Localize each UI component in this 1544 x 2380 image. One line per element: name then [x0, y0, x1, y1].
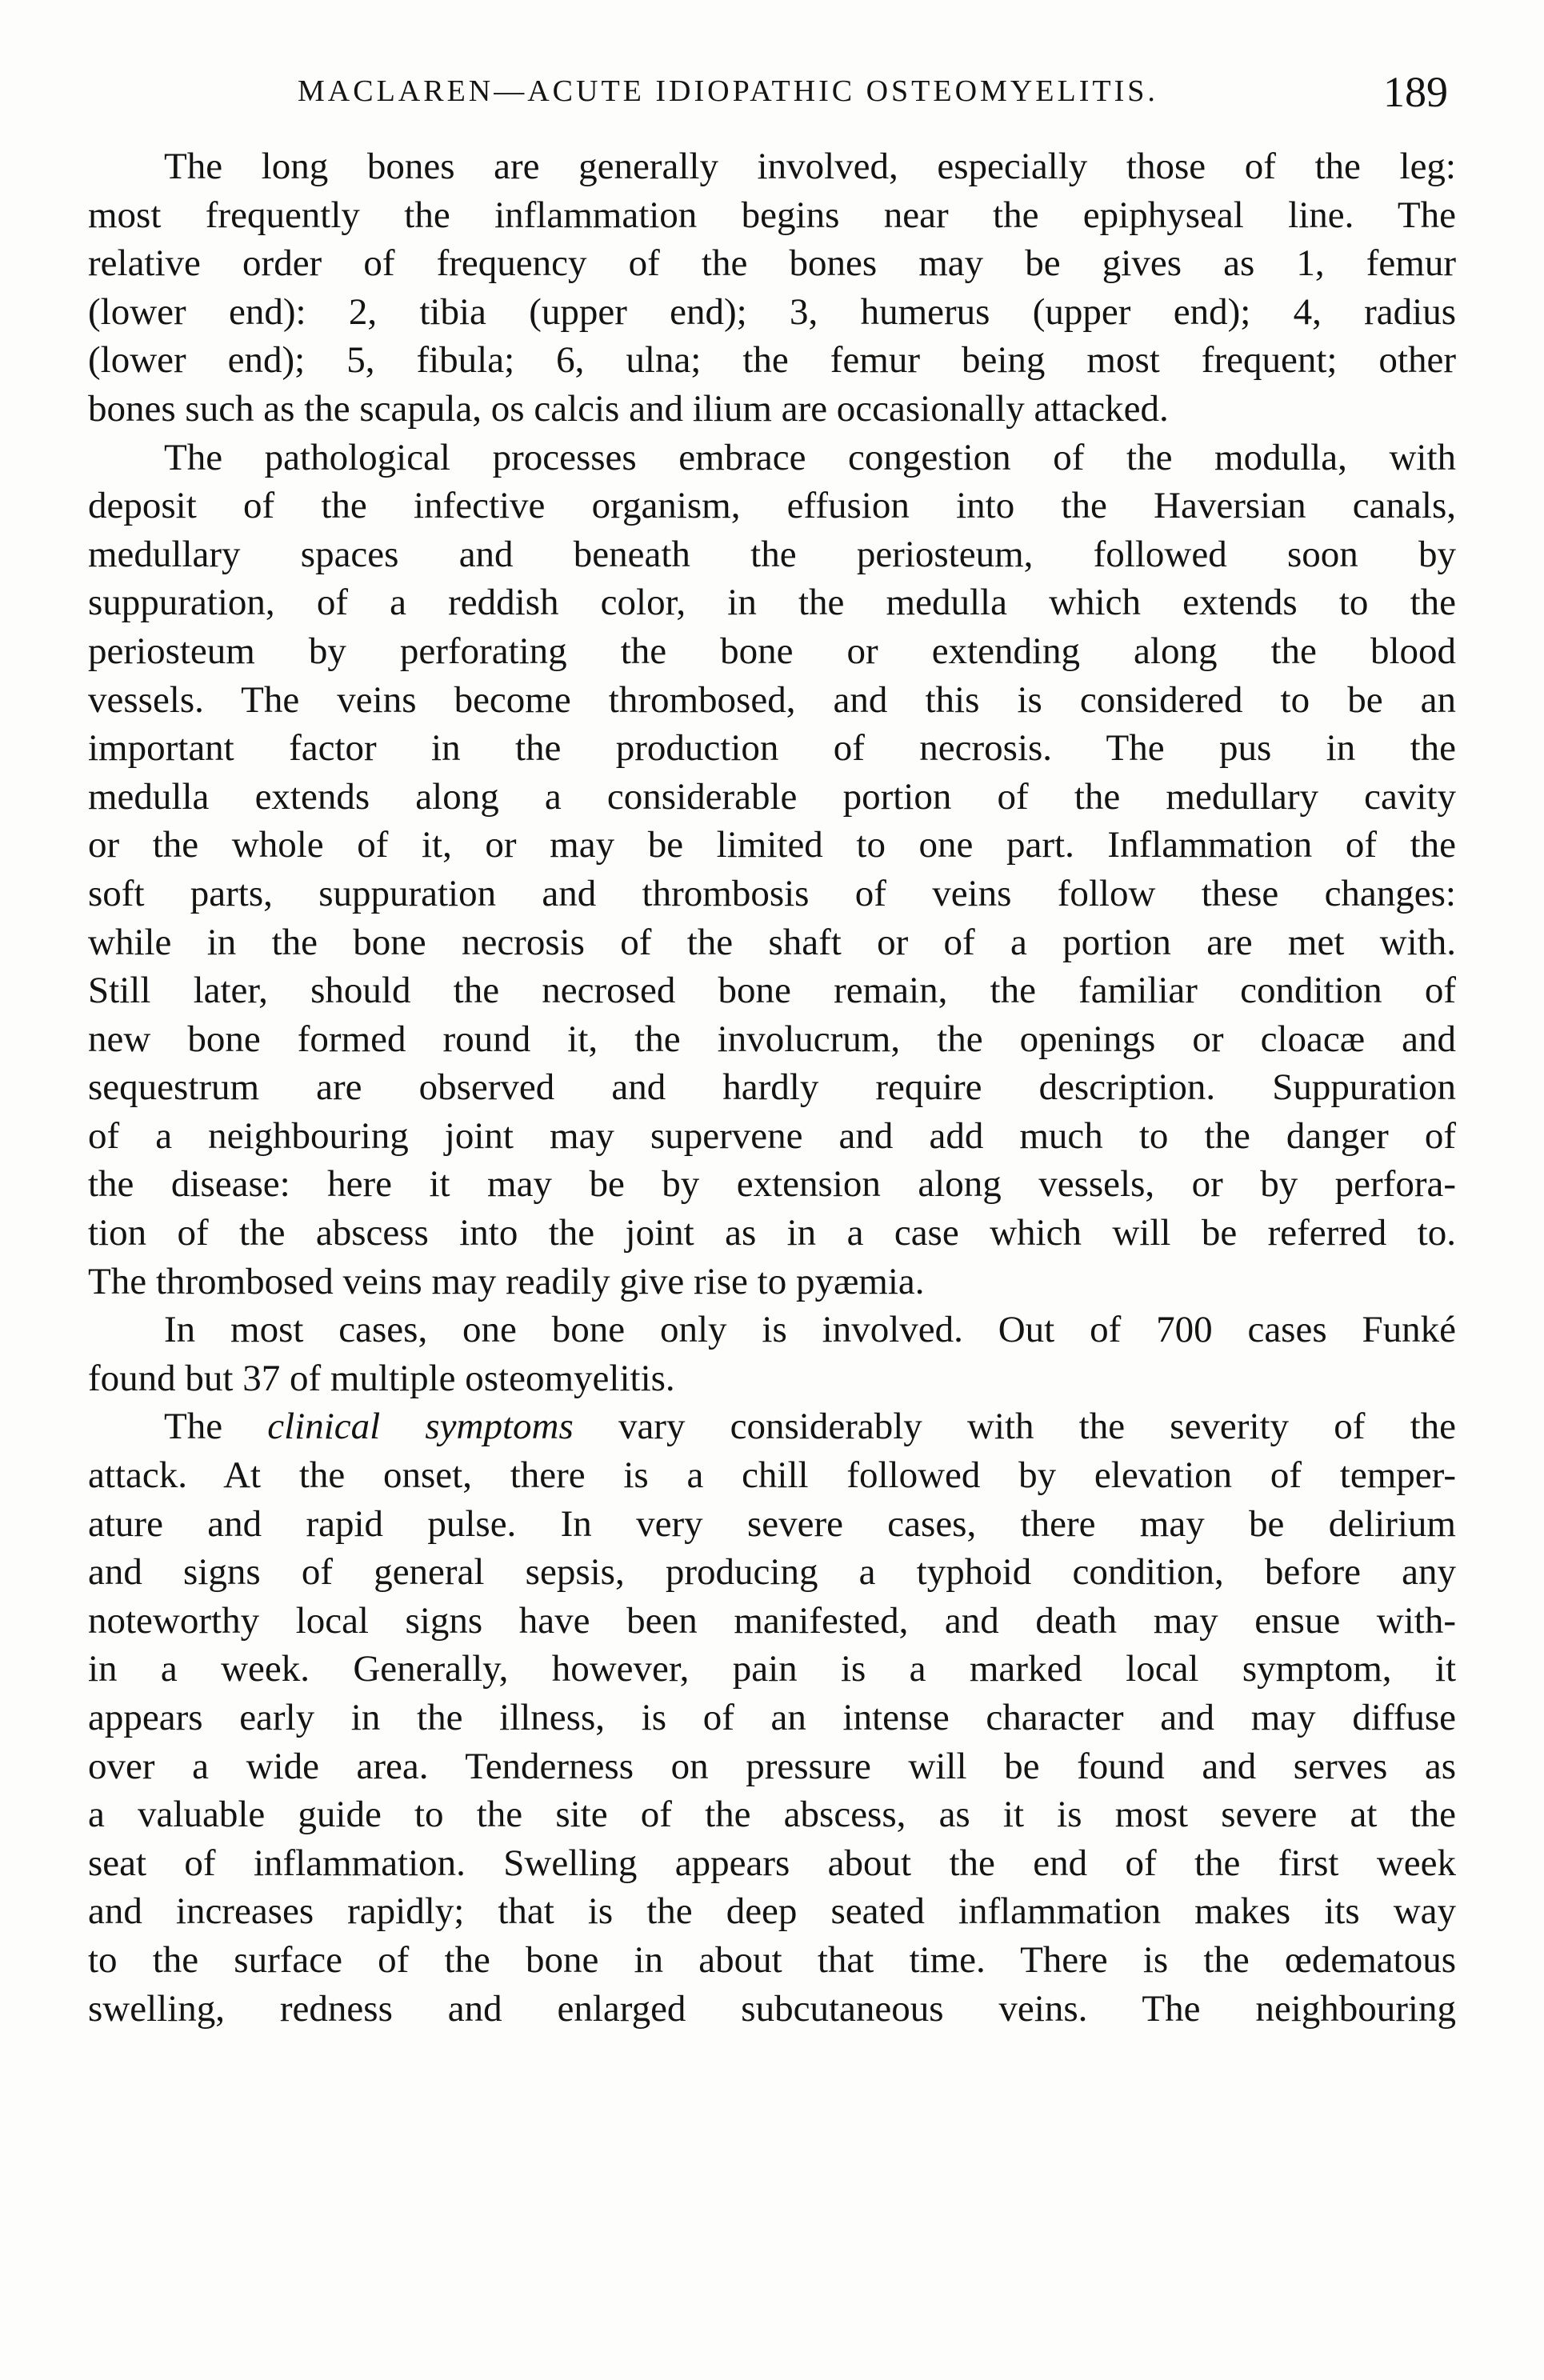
text-line: in a week. Generally, however, pain is a marked local symptom, it — [88, 1648, 1456, 1690]
text-line: sequestrum are observed and hardly require description. Suppuration — [88, 1066, 1456, 1109]
text-run: vary considerably with the severity of the — [573, 1406, 1456, 1448]
text-line: (lower end); 5, fibula; 6, ulna; the femur being most frequent; other — [88, 339, 1456, 382]
text-line: seat of inflammation. Swelling appears about the end of the first week — [88, 1842, 1456, 1884]
body-text — [88, 142, 1456, 2033]
text-line: important factor in the production of necrosis. The pus in the — [88, 727, 1456, 770]
text-line: suppuration, of a reddish color, in the medulla which extends to the — [88, 582, 1456, 624]
text-line: new bone formed round it, the involucrum, the openings or cloacæ and — [88, 1018, 1456, 1060]
text-line: (lower end): 2, tibia (upper end); 3, humerus (upper end); 4, radius — [88, 290, 1456, 333]
text-line: medulla extends along a considerable portion of the medullary cavity — [88, 775, 1456, 818]
text-line: medullary spaces and beneath the periosteum, followed soon by — [88, 533, 1456, 575]
text-line: In most cases, one bone only is involved. Out of 700 cases Funké — [164, 1309, 1456, 1351]
text-line: and increases rapidly; that is the deep seated inflammation makes its way — [88, 1890, 1456, 1933]
text-line: to the surface of the bone in about that time. There is the œdematous — [88, 1938, 1456, 1981]
text-line: or the whole of it, or may be limited to one part. Inflammation of the — [88, 824, 1456, 866]
text-line: over a wide area. Tenderness on pressure will be found and serves as — [88, 1745, 1456, 1787]
text-line: swelling, redness and enlarged subcutaneous veins. The neighbouring — [88, 1987, 1456, 2030]
text-line: vessels. The veins become thrombosed, and this is considered to be an — [88, 678, 1456, 721]
text-line: The long bones are generally involved, especially those of the leg: — [164, 146, 1456, 187]
text-line: found but 37 of multiple osteomyelitis. — [88, 1357, 675, 1399]
text-line: and signs of general sepsis, producing a typhoid condition, before any — [88, 1551, 1456, 1594]
text-line: of a neighbouring joint may supervene and add much to the danger of — [88, 1114, 1456, 1157]
text-line: noteworthy local signs have been manifested, and death may ensue with- — [88, 1599, 1456, 1642]
text-line: deposit of the infective organism, effusion into the Haversian canals, — [88, 485, 1456, 527]
emphasis-run: clinical symptoms — [267, 1406, 574, 1448]
text-line: attack. At the onset, there is a chill followed by elevation of temper- — [88, 1454, 1456, 1497]
text-line: tion of the abscess into the joint as in a case which will be referred to. — [88, 1212, 1456, 1254]
text-line: most frequently the inflammation begins near the epiphyseal line. The — [88, 194, 1456, 236]
running-head — [88, 67, 1448, 115]
text-line: the disease: here it may be by extension along vessels, or by perfora- — [88, 1163, 1456, 1206]
text-line: soft parts, suppuration and thrombosis of veins follow these changes: — [88, 872, 1456, 914]
text-line — [88, 1402, 1456, 1451]
text-line: bones such as the scapula, os calcis and ilium are occasionally attacked. — [88, 387, 1169, 430]
text-line: relative order of frequency of the bones may be gives as 1, femur — [88, 242, 1456, 285]
text-line: a valuable guide to the site of the abscess, as it is most severe at the — [88, 1794, 1456, 1836]
text-line: ature and rapid pulse. In very severe cases, there may be delirium — [88, 1502, 1456, 1545]
text-line: while in the bone necrosis of the shaft or of a portion are met with. — [88, 921, 1456, 963]
text-run: The — [164, 1406, 268, 1448]
running-title: MACLAREN—ACUTE IDIOPATHIC OSTEOMYELITIS. — [298, 74, 1158, 108]
text-line: The pathological processes embrace congestion of the modulla, with — [164, 436, 1456, 478]
text-line: The thrombosed veins may readily give rise to pyæmia. — [88, 1260, 925, 1302]
text-line: appears early in the illness, is of an intense character and may diffuse — [88, 1697, 1456, 1738]
text-line: periosteum by perforating the bone or extending along the blood — [88, 630, 1456, 672]
text-line: Still later, should the necrosed bone remain, the familiar condition of — [88, 970, 1456, 1012]
page-number: 189 — [1383, 68, 1448, 116]
